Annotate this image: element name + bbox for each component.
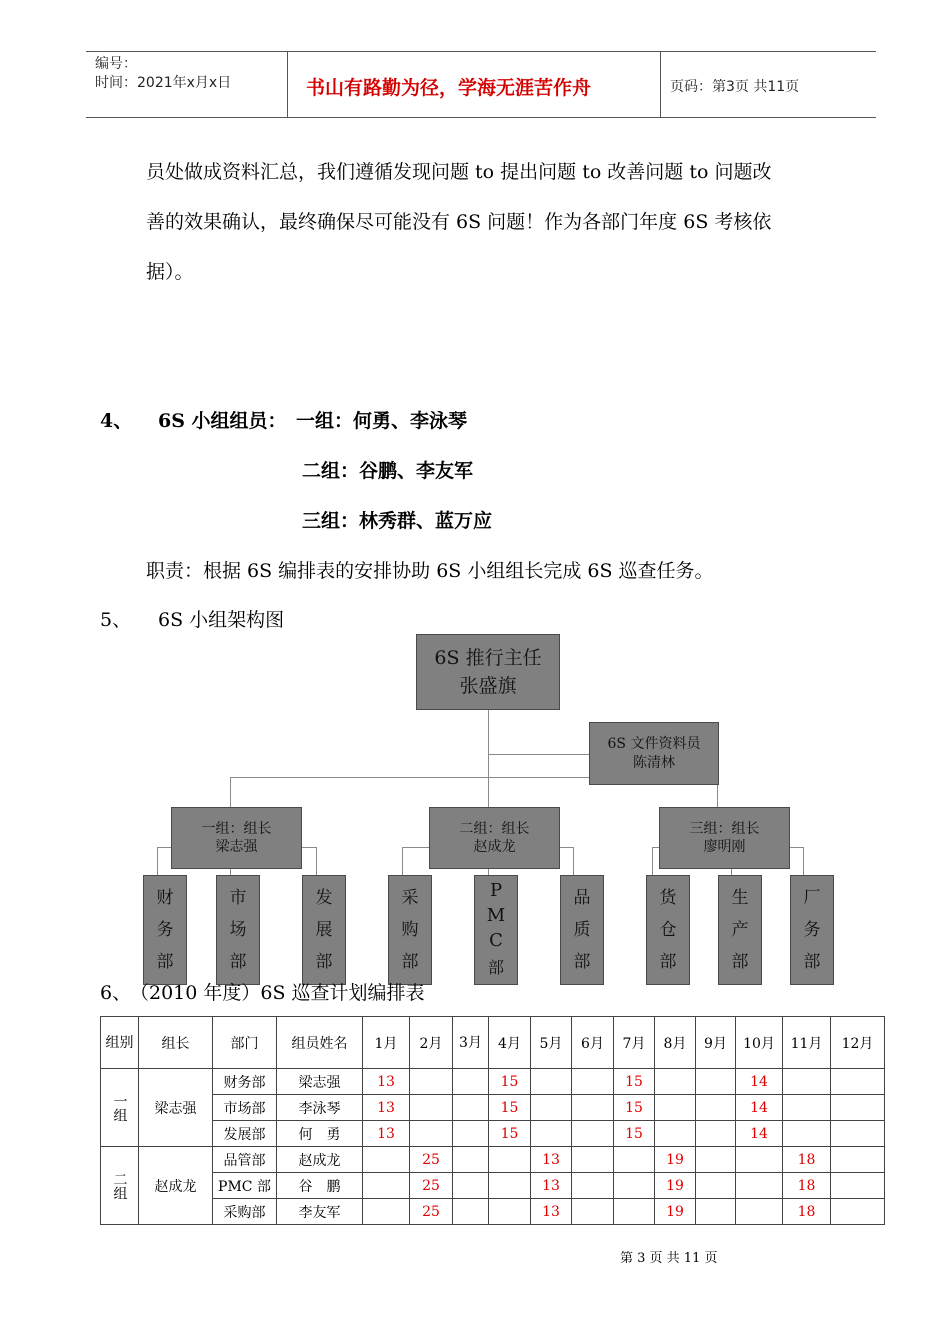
header-cell: 4月: [489, 1017, 531, 1069]
org-dept-facilities: [790, 875, 834, 985]
month-cell: [655, 1069, 696, 1095]
header-cell: 9月: [696, 1017, 736, 1069]
month-cell: [831, 1095, 885, 1121]
month-cell: [831, 1199, 885, 1225]
org-clerk-name: 陈清林: [633, 754, 675, 771]
dept-char: 务: [803, 920, 821, 940]
month-cell: [696, 1069, 736, 1095]
table-row: [101, 1147, 885, 1173]
dept-char: M: [486, 904, 506, 926]
month-cell: [453, 1121, 489, 1147]
section5-number: 5、: [100, 609, 132, 631]
month-cell: [453, 1095, 489, 1121]
dept-char: 部: [315, 952, 333, 972]
org-group2-leader: 赵成龙: [473, 839, 516, 855]
month-cell: 13: [531, 1199, 572, 1225]
header-cell: 11月: [783, 1017, 831, 1069]
leader-cell: 赵成龙: [139, 1147, 213, 1225]
month-cell: [696, 1199, 736, 1225]
month-cell: [363, 1147, 410, 1173]
dept-char: 质: [573, 920, 591, 940]
month-cell: 14: [736, 1069, 783, 1095]
section5-title: 6S 小组架构图: [158, 609, 285, 631]
month-cell: [531, 1095, 572, 1121]
org-group1-title: 一组：组长: [201, 821, 272, 837]
section4-number: 4、: [100, 410, 133, 432]
org-group3-title: 三组：组长: [689, 821, 760, 837]
dept-char: 生: [731, 888, 749, 908]
dept-char: 部: [487, 957, 504, 977]
month-cell: 15: [489, 1121, 531, 1147]
month-cell: [696, 1121, 736, 1147]
org-group3-leader: 廖明刚: [703, 839, 746, 855]
schedule-body: [101, 1069, 885, 1225]
month-cell: [783, 1095, 831, 1121]
month-cell: 15: [489, 1095, 531, 1121]
header-cell: 6月: [572, 1017, 614, 1069]
dept-char: 财: [156, 888, 174, 908]
header-cell: 8月: [655, 1017, 696, 1069]
month-cell: [831, 1173, 885, 1199]
dept-char: P: [489, 879, 503, 901]
org-director-name: 张盛旗: [459, 675, 517, 697]
month-cell: 25: [410, 1173, 453, 1199]
header-cell: 12月: [831, 1017, 885, 1069]
org-dept-warehouse: [646, 875, 690, 985]
member-cell: 李友军: [277, 1199, 363, 1225]
org-director-box: [416, 634, 560, 710]
header-divider-left: [287, 51, 288, 117]
month-cell: 13: [531, 1173, 572, 1199]
month-cell: [410, 1121, 453, 1147]
month-cell: [531, 1121, 572, 1147]
connector-dept-9: [803, 847, 804, 877]
month-cell: 14: [736, 1095, 783, 1121]
org-group1-leader: 梁志强: [215, 839, 258, 855]
header-cell: 组员姓名: [277, 1017, 363, 1069]
month-cell: [831, 1147, 885, 1173]
month-cell: [614, 1147, 655, 1173]
connector-dept-6: [573, 847, 574, 877]
header-cell: 7月: [614, 1017, 655, 1069]
schedule-table: [100, 1016, 885, 1225]
month-cell: [410, 1069, 453, 1095]
section4-group3: 三组：林秀群、蓝万应: [302, 510, 493, 532]
group-cell: 二组: [101, 1147, 139, 1225]
dept-char: 展: [315, 920, 333, 940]
dept-char: 部: [573, 952, 591, 972]
month-cell: 25: [410, 1147, 453, 1173]
month-cell: [453, 1147, 489, 1173]
dept-cell: 品管部: [213, 1147, 277, 1173]
connector-dept-1: [157, 847, 158, 877]
month-cell: 25: [410, 1199, 453, 1225]
org-group3-box: [659, 807, 790, 869]
header-time: 时间：2021年x月x日: [95, 75, 232, 91]
month-cell: [453, 1173, 489, 1199]
connector-dept-4: [402, 847, 403, 877]
header-cell: 组别: [101, 1017, 139, 1069]
dept-char: 部: [229, 952, 247, 972]
dept-cell: PMC 部: [213, 1173, 277, 1199]
month-cell: 13: [363, 1095, 410, 1121]
month-cell: [363, 1173, 410, 1199]
table-row: [101, 1095, 885, 1121]
dept-char: 仓: [659, 920, 677, 940]
header-top-rule: [86, 51, 876, 52]
org-director-title: 6S 推行主任: [434, 647, 542, 669]
month-cell: [572, 1095, 614, 1121]
month-cell: [572, 1069, 614, 1095]
member-cell: 赵成龙: [277, 1147, 363, 1173]
connector-dept-7: [652, 847, 653, 877]
header-bottom-rule: [86, 117, 876, 118]
month-cell: 18: [783, 1173, 831, 1199]
month-cell: [614, 1173, 655, 1199]
dept-char: 部: [401, 952, 419, 972]
month-cell: [696, 1173, 736, 1199]
dept-char: 部: [156, 952, 174, 972]
dept-cell: 发展部: [213, 1121, 277, 1147]
org-dept-pmc: [474, 875, 518, 985]
connector-group1: [230, 777, 231, 808]
section4-title: 6S 小组组员：: [158, 410, 287, 432]
month-cell: [696, 1147, 736, 1173]
org-dept-production: [718, 875, 762, 985]
org-dept-quality: [560, 875, 604, 985]
month-cell: [655, 1121, 696, 1147]
schedule-header-row: [101, 1017, 885, 1069]
header-cell: 2月: [410, 1017, 453, 1069]
month-cell: [655, 1095, 696, 1121]
month-cell: [453, 1199, 489, 1225]
month-cell: [736, 1147, 783, 1173]
month-cell: [831, 1069, 885, 1095]
member-cell: 谷 鹏: [277, 1173, 363, 1199]
month-cell: 15: [614, 1121, 655, 1147]
dept-char: 务: [156, 920, 174, 940]
header-number: 编号：: [95, 56, 137, 72]
org-group2-box: [429, 807, 560, 869]
dept-char: 货: [659, 888, 677, 908]
dept-char: 发: [315, 888, 333, 908]
month-cell: [614, 1199, 655, 1225]
header-cell: 5月: [531, 1017, 572, 1069]
month-cell: 18: [783, 1147, 831, 1173]
month-cell: [736, 1199, 783, 1225]
org-clerk-title: 6S 文件资料员: [607, 735, 701, 752]
section6-number: 6、: [100, 982, 132, 1004]
table-row: [101, 1173, 885, 1199]
connector-dept-3: [316, 847, 317, 877]
month-cell: [572, 1147, 614, 1173]
org-group2-title: 二组：组长: [459, 821, 530, 837]
table-row: [101, 1199, 885, 1225]
header-divider-right: [660, 51, 661, 117]
header-cell: 1月: [363, 1017, 410, 1069]
section4-duty: 职责：根据 6S 编排表的安排协助 6S 小组组长完成 6S 巡查任务。: [146, 560, 714, 582]
dept-char: 购: [401, 920, 419, 940]
leader-cell: 梁志强: [139, 1069, 213, 1147]
month-cell: [489, 1147, 531, 1173]
member-cell: 梁志强: [277, 1069, 363, 1095]
header-cell: 部门: [213, 1017, 277, 1069]
table-row: [101, 1121, 885, 1147]
month-cell: 18: [783, 1199, 831, 1225]
month-cell: [696, 1095, 736, 1121]
month-cell: [783, 1121, 831, 1147]
month-cell: 19: [655, 1199, 696, 1225]
dept-char: 采: [401, 888, 419, 908]
month-cell: 14: [736, 1121, 783, 1147]
dept-cell: 财务部: [213, 1069, 277, 1095]
dept-char: 部: [659, 952, 677, 972]
dept-char: C: [489, 929, 503, 951]
month-cell: [783, 1069, 831, 1095]
header-motto: 书山有路勤为径，学海无涯苦作舟: [306, 77, 592, 99]
org-group1-box: [171, 807, 302, 869]
month-cell: 13: [531, 1147, 572, 1173]
section6-title: （2010 年度）6S 巡查计划编排表: [130, 982, 425, 1004]
connector-to-clerk: [488, 754, 590, 755]
dept-char: 品: [573, 888, 591, 908]
month-cell: [489, 1199, 531, 1225]
dept-char: 场: [229, 920, 247, 940]
month-cell: [531, 1069, 572, 1095]
connector-group2: [488, 777, 489, 808]
month-cell: 15: [614, 1069, 655, 1095]
month-cell: 15: [489, 1069, 531, 1095]
month-cell: [831, 1121, 885, 1147]
table-row: [101, 1069, 885, 1095]
dept-char: 产: [731, 920, 749, 940]
dept-char: 厂: [803, 888, 821, 908]
header-page-info: 页码：第3页 共11页: [670, 79, 800, 95]
month-cell: [572, 1199, 614, 1225]
section4-group2: 二组：谷鹏、李友军: [302, 460, 474, 482]
member-cell: 李泳琴: [277, 1095, 363, 1121]
group-cell: 一组: [101, 1069, 139, 1147]
intro-line-1: 员处做成资料汇总，我们遵循发现问题 to 提出问题 to 改善问题 to 问题改: [146, 161, 772, 183]
month-cell: 15: [614, 1095, 655, 1121]
dept-cell: 采购部: [213, 1199, 277, 1225]
month-cell: 19: [655, 1173, 696, 1199]
intro-line-2: 善的效果确认，最终确保尽可能没有 6S 问题！作为各部门年度 6S 考核依: [146, 211, 772, 233]
month-cell: [736, 1173, 783, 1199]
month-cell: [489, 1173, 531, 1199]
member-cell: 何 勇: [277, 1121, 363, 1147]
dept-cell: 市场部: [213, 1095, 277, 1121]
month-cell: [453, 1069, 489, 1095]
dept-char: 部: [803, 952, 821, 972]
month-cell: [572, 1173, 614, 1199]
intro-line-3: 据）。: [146, 261, 194, 283]
month-cell: 19: [655, 1147, 696, 1173]
month-cell: [410, 1095, 453, 1121]
dept-char: 部: [731, 952, 749, 972]
month-cell: 13: [363, 1069, 410, 1095]
dept-char: 市: [229, 888, 247, 908]
month-cell: [572, 1121, 614, 1147]
month-cell: [363, 1199, 410, 1225]
header-cell: 10月: [736, 1017, 783, 1069]
header-cell: 组长: [139, 1017, 213, 1069]
month-cell: 13: [363, 1121, 410, 1147]
section4-group1: 一组：何勇、李泳琴: [296, 410, 468, 432]
org-clerk-box: [589, 722, 719, 785]
page-footer: 第 3 页 共 11 页: [620, 1251, 718, 1266]
header-cell: 3月: [453, 1017, 489, 1069]
connector-director-trunk: [488, 709, 489, 777]
